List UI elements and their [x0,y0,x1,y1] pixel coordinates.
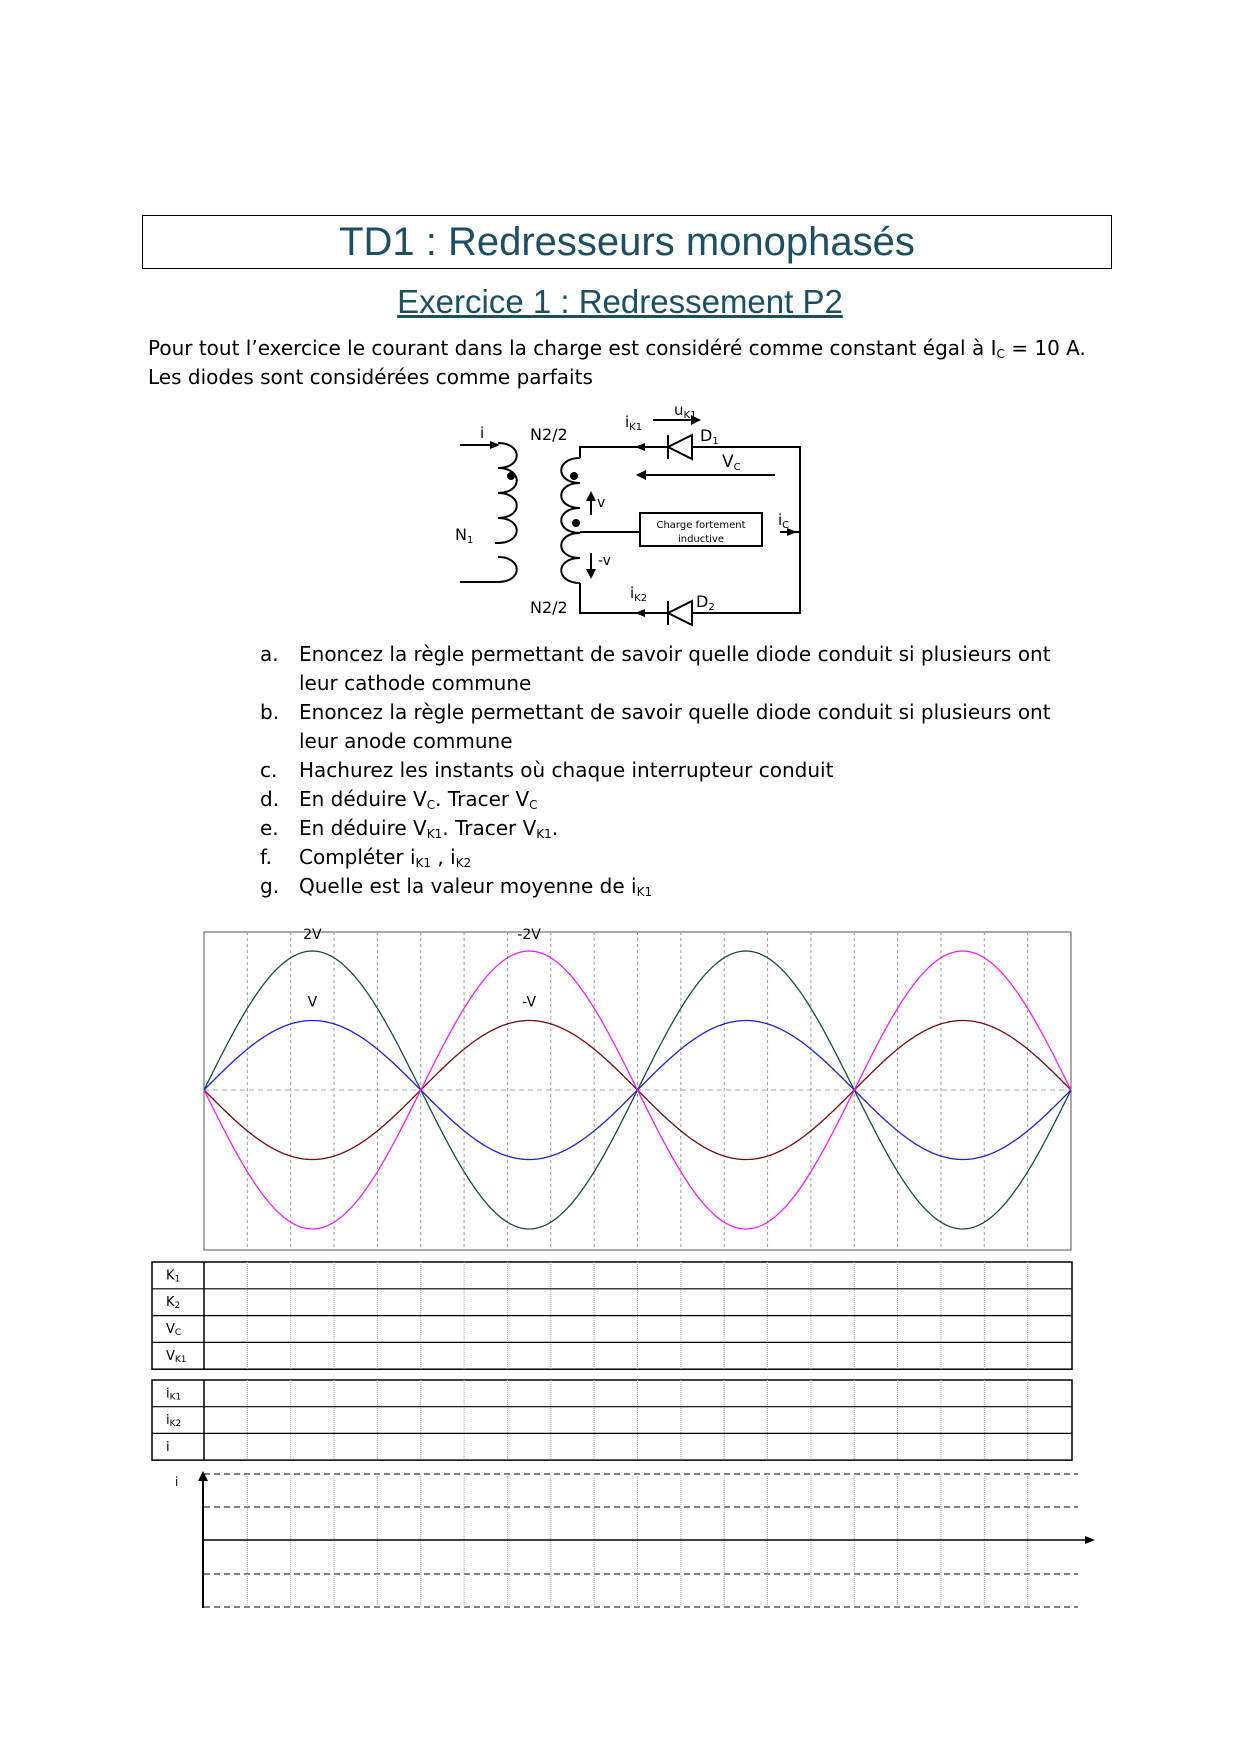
svg-text:D1: D1 [700,426,719,447]
row-label: VK1 [166,1348,187,1365]
series-minus-2v [204,951,1071,1229]
subscript: K1 [536,827,552,841]
text-segment: En déduire V [299,816,427,840]
subscript: K1 [415,856,432,870]
svg-text:N2/2: N2/2 [530,425,568,444]
svg-text:N1: N1 [455,525,474,546]
svg-text:v: v [597,495,606,511]
question-letter: d. [260,787,280,811]
svg-text:i: i [480,424,485,442]
svg-text:-v: -v [598,553,611,569]
current-axis-label: i [175,1475,179,1489]
question-letter: e. [260,816,279,840]
intro-line-2 [148,365,593,389]
question-text [299,756,1059,785]
text-segment: . Tracer V [435,787,530,811]
text-segment: Les diodes sont considérées comme parfaits [148,365,593,389]
question-text [299,640,1059,698]
text-segment: . Tracer V [442,816,537,840]
svg-text:VC: VC [722,452,741,473]
intro-line-1 [148,336,1086,361]
text-segment: Pour tout l’exercice le courant dans la charge est considéré comme constant égal à I [148,336,997,360]
text-segment: Hachurez les instants où chaque interrupteur conduit [299,758,834,782]
axis-arrow-icon [198,1471,208,1481]
question-text [299,872,1059,907]
series-2v [204,951,1071,1229]
series-label: -V [522,994,537,1011]
rectifier-circuit-diagram [455,395,840,640]
svg-text:uK1: $u_{K1}$ [674,401,697,421]
svg-text:iK1: $i_{K1}$ [625,413,643,433]
subscript: K1 [636,885,653,899]
question-letter: a. [260,642,279,666]
subscript: C [996,347,1005,361]
question-letter: b. [260,700,280,724]
series-label: 2V [303,927,322,943]
series-label: V [307,994,318,1011]
question-letter: f. [260,845,272,869]
plot-frame [204,932,1071,1250]
text-segment: . [551,816,559,840]
svg-text:inductive: inductive [677,534,725,545]
text-segment: En déduire V [299,787,427,811]
subscript: C [529,798,538,812]
page-title: TD1 : Redresseurs monophasés [142,215,1112,269]
row-label: iK1 [166,1386,182,1403]
subscript: K1 [426,827,443,841]
svg-text:D2: D2 [696,592,715,613]
series-minus-v [204,1021,1071,1160]
switch-state-table [152,1262,1072,1369]
svg-text:iK2: $i_{K2}$ [630,584,648,604]
row-label: iK2 [166,1413,182,1430]
subscript: C [426,798,436,812]
svg-text:N2/2: N2/2 [530,598,568,617]
text-segment: = 10 A. [1004,336,1086,360]
text-segment: , i [431,845,456,869]
text-segment: Enoncez la règle permettant de savoir quelle diode conduit si plusieurs ont leur anode commune [299,700,1051,753]
row-label: K1 [166,1268,181,1285]
svg-text:iC: $i_C$ [778,511,790,531]
current-table [152,1380,1072,1460]
question-text [299,698,1059,756]
axis-arrow-icon [1085,1536,1095,1544]
row-label: i [166,1439,170,1455]
row-label: K2 [166,1295,181,1312]
text-segment: Enoncez la règle permettant de savoir quelle diode conduit si plusieurs ont leur cathode commune [299,642,1051,695]
series-label: -2V [517,927,541,943]
question-letter: g. [260,874,280,898]
row-label: VC [166,1322,182,1339]
series-v [204,1021,1071,1160]
subscript: K2 [455,856,472,870]
question-letter: c. [260,758,278,782]
svg-text:Charge fortement: Charge fortement [656,520,746,531]
text-segment: Quelle est la valeur moyenne de i [299,874,637,898]
exercise-title: Exercice 1 : Redressement P2 [397,283,843,320]
text-segment: Compléter i [299,845,416,869]
